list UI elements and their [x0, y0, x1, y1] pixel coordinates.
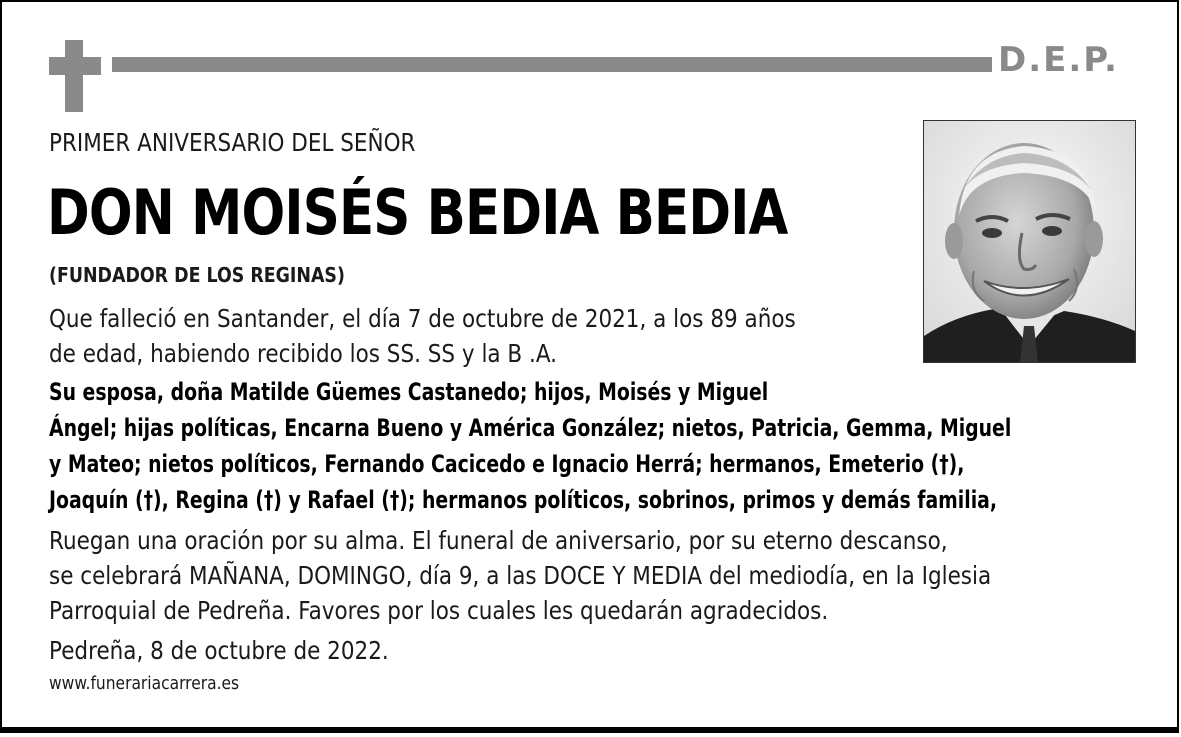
family-line: y Mateo; nietos políticos, Fernando Cacicedo e Ignacio Herrá; hermanos, Emeterio (†), — [49, 450, 965, 478]
death-details-line: de edad, habiendo recibido los SS. SS y la B .A. — [49, 339, 558, 368]
cross-icon — [65, 40, 83, 112]
family-line: Ángel; hijas políticas, Encarna Bueno y América González; nietos, Patricia, Gemma, Miguel — [49, 414, 1012, 442]
deceased-name: DON MOISÉS BEDIA BEDIA — [47, 176, 788, 249]
portrait-photo — [923, 120, 1136, 363]
funeral-line: se celebrará MAÑANA, DOMINGO, día 9, a las DOCE Y MEDIA del mediodía, en la Iglesia — [49, 561, 992, 590]
family-list — [49, 374, 1011, 518]
family-line: Su esposa, doña Matilde Güemes Castanedo; hijos, Moisés y Miguel — [49, 378, 769, 406]
death-details-line: Que falleció en Santander, el día 7 de octubre de 2021, a los 89 años — [49, 304, 796, 333]
notice-subtitle: PRIMER ANIVERSARIO DEL SEÑOR — [49, 128, 416, 157]
funeral-details — [49, 523, 991, 628]
family-line: Joaquín (†), Regina (†) y Rafael (†); hermanos políticos, sobrinos, primos y demás familia, — [49, 486, 998, 514]
founder-note: (FUNDADOR DE LOS REGINAS) — [49, 263, 345, 287]
website-link[interactable]: www.funerariacarrera.es — [49, 673, 240, 694]
place-date: Pedreña, 8 de octubre de 2022. — [49, 636, 389, 665]
header-rule — [112, 57, 992, 72]
cross-icon-bar — [49, 57, 101, 75]
funeral-line: Ruegan una oración por su alma. El funeral de aniversario, por su eterno descanso, — [49, 526, 948, 555]
funeral-line: Parroquial de Pedreña. Favores por los cuales les quedarán agradecidos. — [49, 596, 829, 625]
death-details — [49, 301, 796, 371]
dep-label: D.E.P. — [998, 40, 1119, 80]
